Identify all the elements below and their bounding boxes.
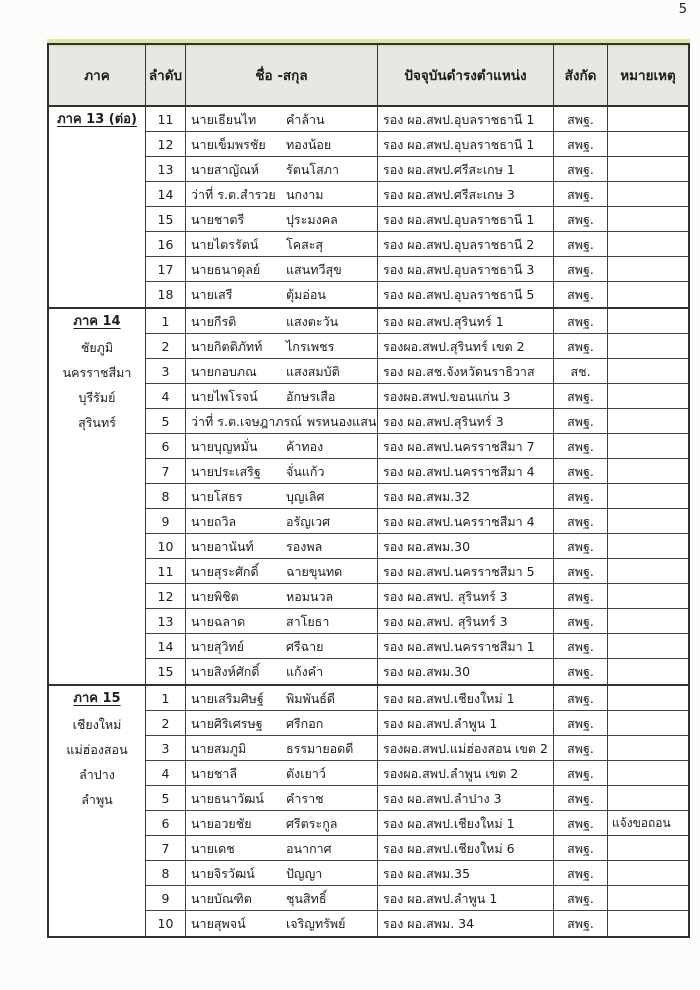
region-cell (49, 686, 146, 936)
surname: เจริญทรัพย์ (286, 916, 346, 931)
surname: ศรีกอก (286, 716, 324, 731)
position-cell: รอง ผอ.สพป.ลำพูน 1 (378, 886, 554, 911)
surname: แสนทวีสุข (286, 262, 342, 277)
table-row (146, 459, 688, 484)
given-name: ว่าที่ ร.ต.สำรวย (191, 187, 276, 202)
column-header-affiliation: สังกัด (554, 45, 608, 105)
position-cell: รอง ผอ.สพป.อุบลราชธานี 1 (378, 207, 554, 232)
affiliation-cell: สพฐ. (554, 609, 608, 634)
remark-cell (608, 559, 688, 584)
affiliation-cell: สพฐ. (554, 559, 608, 584)
table-row (146, 359, 688, 384)
province-line: เชียงใหม่ (72, 717, 122, 732)
surname: แสงสมบัติ (286, 364, 340, 379)
surname: ค้าทอง (286, 439, 324, 454)
remark-cell (608, 409, 688, 434)
remark-cell (608, 484, 688, 509)
affiliation-cell: สพฐ. (554, 157, 608, 182)
given-name: นายเธียนไท (191, 112, 257, 127)
position-cell: รอง ผอ.สพม.35 (378, 861, 554, 886)
surname: รัตนโสภา (286, 162, 339, 177)
position-cell: รอง ผอ.สพม.32 (378, 484, 554, 509)
order-cell: 15 (146, 659, 186, 684)
position-cell: รอง ผอ.สพป.นครราชสีมา 4 (378, 459, 554, 484)
remark-cell (608, 459, 688, 484)
remark-cell: แจ้งขอถอน (612, 816, 671, 830)
surname: ฉายขุนทด (286, 564, 343, 579)
affiliation-cell: สพฐ. (554, 711, 608, 736)
affiliation-cell: สพฐ. (554, 836, 608, 861)
affiliation-cell: สพฐ. (554, 384, 608, 409)
affiliation-cell: สพฐ. (554, 886, 608, 911)
given-name: นายเข็มพรชัย (191, 137, 266, 152)
surname: หอมนวล (286, 589, 334, 604)
given-name: นายไพโรจน์ (191, 389, 258, 404)
name-cell (186, 107, 378, 132)
position-cell: รอง ผอ.สพป.ศรีสะเกษ 3 (378, 182, 554, 207)
surname: ไกรเพชร (286, 339, 335, 354)
position-cell: รอง ผอ.สพป.อุบลราชธานี 1 (378, 107, 554, 132)
order-cell: 14 (146, 634, 186, 659)
order-cell: 13 (146, 609, 186, 634)
table-row (146, 257, 688, 282)
position-cell: รอง ผอ.สพม.30 (378, 534, 554, 559)
column-header-name: ชื่อ -สกุล (186, 45, 378, 105)
position-cell: รอง ผอ.สพป.เชียงใหม่ 1 (378, 686, 554, 711)
position-cell: รอง ผอ.สช.จังหวัดนราธิวาส (378, 359, 554, 384)
order-cell: 1 (146, 686, 186, 711)
order-cell: 15 (146, 207, 186, 232)
order-cell: 9 (146, 509, 186, 534)
province-line: นครราชสีมา (62, 365, 132, 380)
table-row (146, 584, 688, 609)
surname: ตังเยาว์ (286, 766, 326, 781)
affiliation-cell: สพฐ. (554, 534, 608, 559)
affiliation-cell: สพฐ. (554, 409, 608, 434)
position-cell: รอง ผอ.สพป.ลำปาง 3 (378, 786, 554, 811)
position-cell: รองผอ.สพป.ลำพูน เขต 2 (378, 761, 554, 786)
remark-cell (608, 659, 688, 684)
remark-cell (608, 786, 688, 811)
name-cell (186, 534, 378, 559)
column-header-region: ภาค (49, 45, 146, 105)
table-row (146, 761, 688, 786)
remark-cell (608, 534, 688, 559)
name-cell (186, 309, 378, 334)
given-name: ว่าที่ ร.ต.เจษฎาภรณ์ (191, 414, 302, 429)
given-name: นายเสรี (191, 287, 233, 302)
given-name: นายโสธร (191, 489, 243, 504)
section-rows (146, 686, 688, 936)
given-name: นายไตรรัตน์ (191, 237, 259, 252)
name-cell (186, 334, 378, 359)
name-cell (186, 836, 378, 861)
position-cell: รอง ผอ.สพป.นครราชสีมา 7 (378, 434, 554, 459)
remark-cell (608, 911, 688, 936)
given-name: นายกอบภณ (191, 364, 257, 379)
surname: สาโยธา (286, 614, 330, 629)
remark-cell (608, 334, 688, 359)
given-name: นายสุพจน์ (191, 916, 246, 931)
position-cell: รอง ผอ.สพป. สุรินทร์ 3 (378, 609, 554, 634)
order-cell: 6 (146, 811, 186, 836)
column-header-position: ปัจจุบันดำรงตำแหน่ง (378, 45, 554, 105)
order-cell: 2 (146, 711, 186, 736)
given-name: นายบัณฑิต (191, 891, 252, 906)
remark-cell (608, 861, 688, 886)
table-row (146, 811, 688, 836)
position-cell: รอง ผอ.สพป.เชียงใหม่ 1 (378, 811, 554, 836)
order-cell: 7 (146, 836, 186, 861)
name-cell (186, 736, 378, 761)
affiliation-cell: สพฐ. (554, 334, 608, 359)
table-row (146, 107, 688, 132)
surname: คำราช (286, 791, 324, 806)
order-cell: 5 (146, 786, 186, 811)
table-row (146, 886, 688, 911)
remark-cell (608, 282, 688, 307)
order-cell: 4 (146, 761, 186, 786)
position-cell: รอง ผอ.สพป.สุรินทร์ 3 (378, 409, 554, 434)
surname: ชุนสิทธิ์ (286, 891, 327, 906)
region-section (49, 107, 688, 309)
name-cell (186, 459, 378, 484)
given-name: นายอวยชัย (191, 816, 252, 831)
affiliation-cell: สพฐ. (554, 634, 608, 659)
given-name: นายพิชิต (191, 589, 239, 604)
affiliation-cell: สพฐ. (554, 459, 608, 484)
remark-cell (608, 509, 688, 534)
province-line: ชัยภูมิ (80, 340, 114, 355)
surname: บุญเลิศ (286, 489, 325, 504)
affiliation-cell: สพฐ. (554, 761, 608, 786)
affiliation-cell: สพฐ. (554, 434, 608, 459)
given-name: นายสาญัณห์ (191, 162, 260, 177)
surname: ทองน้อย (286, 137, 332, 152)
order-cell: 3 (146, 736, 186, 761)
name-cell (186, 811, 378, 836)
position-cell: รองผอ.สพป.ขอนแก่น 3 (378, 384, 554, 409)
order-cell: 11 (146, 107, 186, 132)
affiliation-cell: สพฐ. (554, 232, 608, 257)
affiliation-cell: สพฐ. (554, 736, 608, 761)
surname: พรหนองแสน (306, 414, 377, 429)
name-cell (186, 434, 378, 459)
surname: ปัญญา (286, 866, 323, 881)
name-cell (186, 686, 378, 711)
remark-cell (608, 232, 688, 257)
table-row (146, 182, 688, 207)
given-name: นายกีรติ (191, 314, 237, 329)
position-cell: รองผอ.สพป.สุรินทร์ เขต 2 (378, 334, 554, 359)
remark-cell (608, 761, 688, 786)
province-line: ลำพูน (81, 792, 113, 807)
position-cell: รอง ผอ.สพป.เชียงใหม่ 6 (378, 836, 554, 861)
table-row (146, 836, 688, 861)
order-cell: 2 (146, 334, 186, 359)
surname: จั่นแก้ว (286, 464, 325, 479)
table-row (146, 634, 688, 659)
name-cell (186, 359, 378, 384)
table-row (146, 207, 688, 232)
order-cell: 10 (146, 911, 186, 936)
surname: ธรรมายอดดี (286, 741, 354, 756)
remark-cell (608, 634, 688, 659)
surname: แก้งคำ (286, 664, 324, 679)
order-cell: 13 (146, 157, 186, 182)
table-row (146, 534, 688, 559)
affiliation-cell: สพฐ. (554, 484, 608, 509)
affiliation-cell: สพฐ. (554, 659, 608, 684)
name-cell (186, 711, 378, 736)
name-cell (186, 911, 378, 936)
surname: อนากาศ (286, 841, 332, 856)
remark-cell (608, 836, 688, 861)
name-cell (186, 207, 378, 232)
personnel-table (47, 43, 690, 938)
order-cell: 14 (146, 182, 186, 207)
given-name: นายถวิล (191, 514, 237, 529)
province-line: บุรีรัมย์ (78, 390, 116, 405)
name-cell (186, 634, 378, 659)
column-header-order: ลำดับ (146, 45, 186, 105)
order-cell: 4 (146, 384, 186, 409)
position-cell: รอง ผอ.สพป.อุบลราชธานี 3 (378, 257, 554, 282)
order-cell: 8 (146, 861, 186, 886)
order-cell: 6 (146, 434, 186, 459)
table-row (146, 282, 688, 307)
surname: นกงาม (286, 187, 324, 202)
order-cell: 12 (146, 132, 186, 157)
given-name: นายชาลี (191, 766, 238, 781)
table-row (146, 409, 688, 434)
name-cell (186, 282, 378, 307)
table-row (146, 861, 688, 886)
given-name: นายธนาดุลย์ (191, 262, 261, 277)
table-row (146, 309, 688, 334)
given-name: นายศิริเศรษฐ (191, 716, 263, 731)
surname: พิมพันธ์ดี (286, 691, 336, 706)
order-cell: 9 (146, 886, 186, 911)
surname: ตุ้มอ่อน (286, 287, 326, 302)
order-cell: 3 (146, 359, 186, 384)
table-row (146, 334, 688, 359)
order-cell: 1 (146, 309, 186, 334)
given-name: นายเดช (191, 841, 235, 856)
table-row (146, 434, 688, 459)
name-cell (186, 584, 378, 609)
affiliation-cell: สพฐ. (554, 786, 608, 811)
remark-cell (608, 359, 688, 384)
affiliation-cell: สพฐ. (554, 811, 608, 836)
order-cell: 16 (146, 232, 186, 257)
table-row (146, 786, 688, 811)
position-cell: รอง ผอ.สพป. สุรินทร์ 3 (378, 584, 554, 609)
order-cell: 5 (146, 409, 186, 434)
region-cell (49, 107, 146, 307)
affiliation-cell: สพฐ. (554, 107, 608, 132)
position-cell: รอง ผอ.สพป.อุบลราชธานี 1 (378, 132, 554, 157)
table-row (146, 484, 688, 509)
position-cell: รอง ผอ.สพป.อุบลราชธานี 5 (378, 282, 554, 307)
table-row (146, 659, 688, 684)
name-cell (186, 559, 378, 584)
position-cell: รอง ผอ.สพป.ศรีสะเกษ 1 (378, 157, 554, 182)
province-line: แม่ฮ่องสอน (66, 742, 128, 757)
affiliation-cell: สพฐ. (554, 861, 608, 886)
region-section (49, 309, 688, 686)
section-rows (146, 107, 688, 307)
affiliation-cell: สพฐ. (554, 309, 608, 334)
table-row (146, 384, 688, 409)
given-name: นายสุวิทย์ (191, 639, 245, 654)
remark-cell (608, 107, 688, 132)
given-name: นายอานันท์ (191, 539, 254, 554)
table-row (146, 132, 688, 157)
position-cell: รอง ผอ.สพป.นครราชสีมา 4 (378, 509, 554, 534)
province-line: สุรินทร์ (78, 415, 116, 430)
order-cell: 12 (146, 584, 186, 609)
name-cell (186, 861, 378, 886)
given-name: นายกิตติภัทท์ (191, 339, 263, 354)
surname: ศรีฉาย (286, 639, 324, 654)
given-name: นายฉลาด (191, 614, 246, 629)
column-header-remark: หมายเหตุ (620, 68, 676, 84)
table-row (146, 232, 688, 257)
remark-cell (608, 584, 688, 609)
affiliation-cell: สพฐ. (554, 132, 608, 157)
affiliation-cell: สช. (554, 359, 608, 384)
given-name: นายสิงห์ศักดิ์ (191, 664, 260, 679)
province-line: ลำปาง (79, 767, 115, 782)
table-row (146, 736, 688, 761)
order-cell: 11 (146, 559, 186, 584)
given-name: นายชาตรี (191, 212, 245, 227)
surname: แสงตะวัน (286, 314, 339, 329)
remark-cell (608, 207, 688, 232)
position-cell: รอง ผอ.สพป.อุบลราชธานี 2 (378, 232, 554, 257)
given-name: นายประเสริฐ (191, 464, 261, 479)
surname: โคสะสุ (286, 237, 324, 252)
affiliation-cell: สพฐ. (554, 911, 608, 936)
name-cell (186, 609, 378, 634)
name-cell (186, 659, 378, 684)
given-name: นายบุญหมั่น (191, 439, 258, 454)
section-rows (146, 309, 688, 684)
table-row (146, 157, 688, 182)
name-cell (186, 509, 378, 534)
remark-cell (608, 384, 688, 409)
table-row (146, 686, 688, 711)
remark-cell (608, 711, 688, 736)
affiliation-cell: สพฐ. (554, 182, 608, 207)
remark-cell (608, 309, 688, 334)
given-name: นายสุระศักดิ์ (191, 564, 259, 579)
given-name: นายเสริมศิษฐ์ (191, 691, 264, 706)
name-cell (186, 182, 378, 207)
remark-cell (608, 434, 688, 459)
name-cell (186, 157, 378, 182)
position-cell: รอง ผอ.สพม.30 (378, 659, 554, 684)
name-cell (186, 132, 378, 157)
region-title: ภาค 14 (73, 314, 121, 329)
remark-cell (608, 886, 688, 911)
position-cell: รอง ผอ.สพป.ลำพูน 1 (378, 711, 554, 736)
affiliation-cell: สพฐ. (554, 257, 608, 282)
name-cell (186, 232, 378, 257)
table-row (146, 509, 688, 534)
name-cell (186, 886, 378, 911)
position-cell: รอง ผอ.สพป.สุรินทร์ 1 (378, 309, 554, 334)
surname: ศรีตระกูล (286, 816, 338, 831)
remark-cell (608, 257, 688, 282)
remark-cell (608, 686, 688, 711)
name-cell (186, 761, 378, 786)
remark-cell (608, 609, 688, 634)
table-row (146, 609, 688, 634)
position-cell: รอง ผอ.สพม. 34 (378, 911, 554, 936)
affiliation-cell: สพฐ. (554, 686, 608, 711)
affiliation-cell: สพฐ. (554, 282, 608, 307)
name-cell (186, 786, 378, 811)
table-body (49, 107, 688, 936)
remark-cell (608, 157, 688, 182)
surname: อักษรเสือ (286, 389, 336, 404)
region-cell (49, 309, 146, 684)
position-cell: รอง ผอ.สพป.นครราชสีมา 1 (378, 634, 554, 659)
name-cell (186, 409, 378, 434)
position-cell: รองผอ.สพป.แม่ฮ่องสอน เขต 2 (378, 736, 554, 761)
given-name: นายธนาวัฒน์ (191, 791, 264, 806)
remark-cell (608, 132, 688, 157)
surname: คำล้าน (286, 112, 325, 127)
remark-cell (608, 182, 688, 207)
region-title: ภาค 13 (ต่อ) (57, 112, 137, 127)
affiliation-cell: สพฐ. (554, 509, 608, 534)
name-cell (186, 384, 378, 409)
surname: อรัญเวศ (286, 514, 331, 529)
order-cell: 18 (146, 282, 186, 307)
order-cell: 8 (146, 484, 186, 509)
given-name: นายจิรวัฒน์ (191, 866, 255, 881)
surname: ปุระมงคล (286, 212, 338, 227)
table-row (146, 711, 688, 736)
order-cell: 10 (146, 534, 186, 559)
name-cell (186, 484, 378, 509)
affiliation-cell: สพฐ. (554, 207, 608, 232)
region-title: ภาค 15 (73, 691, 121, 706)
table-header-row (49, 45, 688, 107)
order-cell: 17 (146, 257, 186, 282)
name-cell (186, 257, 378, 282)
remark-cell (608, 736, 688, 761)
page-number: 5 (678, 2, 687, 17)
table-row (146, 911, 688, 936)
given-name: นายสมภูมิ (191, 741, 247, 756)
surname: รองพล (286, 539, 323, 554)
position-cell: รอง ผอ.สพป.นครราชสีมา 5 (378, 559, 554, 584)
region-section (49, 686, 688, 936)
affiliation-cell: สพฐ. (554, 584, 608, 609)
table-row (146, 559, 688, 584)
order-cell: 7 (146, 459, 186, 484)
